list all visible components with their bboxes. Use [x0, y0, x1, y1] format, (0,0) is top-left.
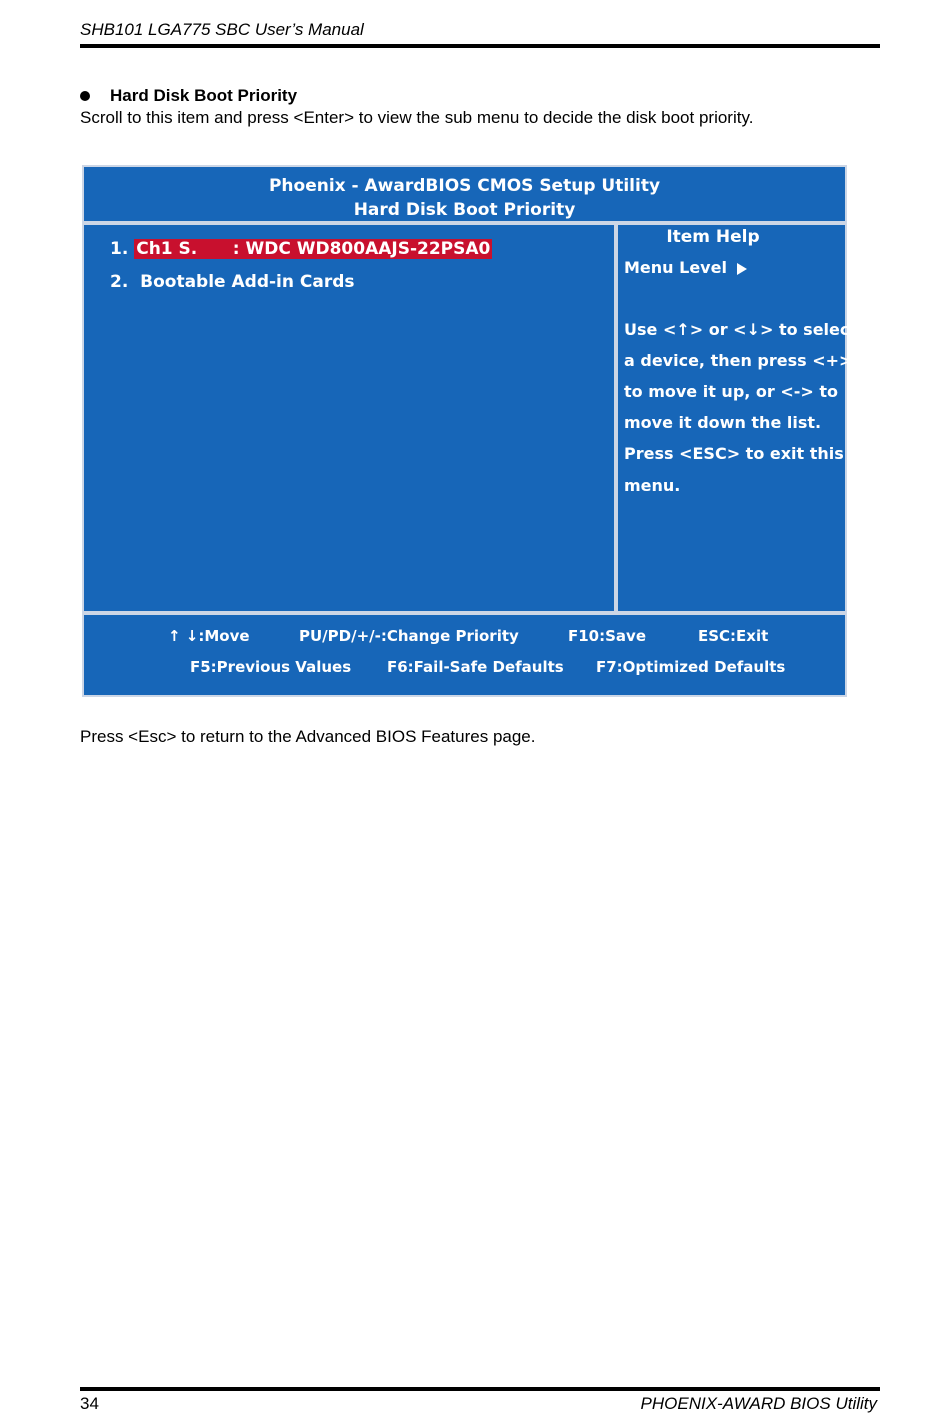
key-move-label: :Move — [198, 627, 250, 645]
section-title — [80, 86, 297, 106]
bullet-icon — [80, 91, 90, 101]
section-body: Scroll to this item and press <Enter> to view the sub menu to decide the disk boot priority. — [80, 108, 754, 127]
menu-level-label: Menu Level — [624, 258, 727, 277]
help-line: to move it up, or <-> to — [624, 382, 839, 401]
bios-title-line2: Hard Disk Boot Priority — [353, 200, 576, 220]
section-title-text: Hard Disk Boot Priority — [110, 86, 298, 105]
key-fail-safe-defaults: F6:Fail-Safe Defaults — [387, 658, 564, 676]
boot-item-number: 1. — [110, 239, 129, 259]
header-rule — [80, 44, 880, 48]
running-header: SHB101 LGA775 SBC User’s Manual — [80, 20, 364, 39]
footer-title: PHOENIX-AWARD BIOS Utility — [640, 1394, 877, 1413]
bios-key-legend — [84, 615, 845, 695]
help-menu-level — [624, 258, 747, 277]
page-number: 34 — [80, 1394, 99, 1413]
closing-text: Press <Esc> to return to the Advanced BIOS Features page. — [80, 727, 536, 746]
bios-title-line1: Phoenix - AwardBIOS CMOS Setup Utility — [268, 176, 661, 196]
bios-item-help — [618, 225, 858, 611]
boot-item-label-selected: Ch1 S. : WDC WD800AAJS-22PSA0 — [136, 239, 491, 259]
key-previous-values: F5:Previous Values — [190, 658, 352, 676]
help-title: Item Help — [666, 227, 760, 247]
help-line: menu. — [624, 476, 681, 495]
help-line: move it down the list. — [624, 413, 822, 432]
up-down-arrow-icon: ↑ ↓ — [168, 627, 199, 645]
bios-screenshot — [82, 165, 858, 697]
boot-item-number: 2. — [110, 272, 129, 292]
bios-boot-list — [84, 225, 614, 611]
key-move — [168, 627, 250, 645]
key-exit: ESC:Exit — [698, 627, 769, 645]
boot-item-label: Bootable Add-in Cards — [140, 272, 355, 292]
triangle-right-icon — [737, 263, 747, 275]
help-line: Use <↑> or <↓> to select — [624, 320, 858, 339]
bios-title-bar — [84, 167, 845, 221]
key-save: F10:Save — [568, 627, 646, 645]
boot-item-1[interactable] — [110, 239, 492, 259]
key-optimized-defaults: F7:Optimized Defaults — [596, 658, 786, 676]
key-change-priority: PU/PD/+/-:Change Priority — [299, 627, 519, 645]
boot-item-2[interactable] — [110, 272, 355, 292]
help-line: Press <ESC> to exit this — [624, 444, 844, 463]
help-line: a device, then press <+> — [624, 351, 853, 370]
footer-rule — [80, 1387, 880, 1391]
